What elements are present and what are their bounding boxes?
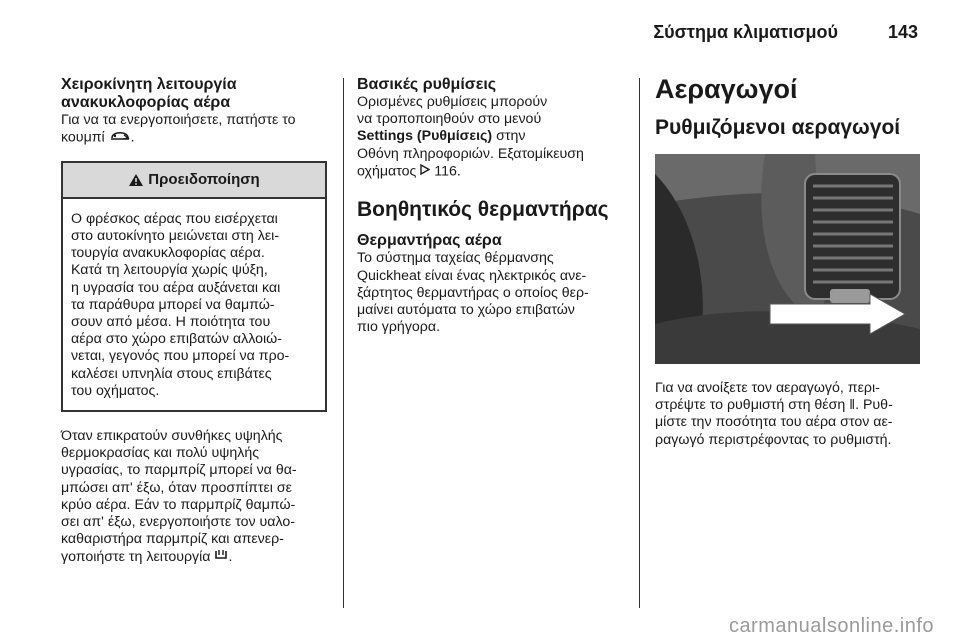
column-divider (343, 78, 344, 608)
page-reference-icon (420, 163, 430, 180)
warning-header (63, 163, 325, 199)
recirculation-heading: Χειροκίνητη λειτουργία ανακυκλοφορίας αέρα (61, 76, 237, 111)
air-heater-heading: Θερμαντήρας αέρα (357, 232, 502, 250)
recirculation-icon (109, 129, 131, 146)
basic-settings-text: Ορισμένες ρυθμίσεις μπορούν να τροποποιηθούν στο μενού Settings (Ρυθμίσεις) στην Οθόνη πληροφοριών. Εξατομίκευση οχήματος 116. (357, 94, 584, 180)
page-number: 143 (887, 22, 918, 42)
recirculation-mode-icon (214, 548, 228, 566)
header-title: Σύστημα κλιματισμού (653, 22, 838, 42)
humidity-paragraph: Όταν επικρατούν συνθήκες υψηλής θερμοκρασίας και πολύ υψηλής υγρασίας, το παρμπρίζ μπορεί να θα- μπώσει απ' έξω, όταν προσπίπτει σε κρύο αέρα. Εάν το παρμπρίζ θαμπώ- σει απ' έξω, ενεργοποιήστε τον υαλο- καθαριστήρα παρμπρίζ και απενερ- γοποιήστε τη λειτουργία . (61, 428, 297, 566)
auxiliary-heater-heading: Βοηθητικός θερμαντήρας (357, 198, 609, 222)
warning-title: Προειδοποίηση (148, 171, 260, 189)
recirculation-intro: Για να τα ενεργοποιήσετε, πατήστε το κουμπί . (61, 112, 296, 146)
air-vents-text: Για να ανοίξετε τον αεραγωγό, περι- στρέψτε το ρυθμιστή στη θέση ǁ. Ρυθ- μίστε την ποσότητα του αέρα στον αε- ραγωγό περιστρέφοντας το ρυθμιστή. (655, 380, 893, 448)
page-header (0, 14, 960, 48)
warning-text: Ο φρέσκος αέρας που εισέρχεται στο αυτοκίνητο μειώνεται στη λει- τουργία ανακυκλοφορίας αέρα. Κατά τη λειτουργία χωρίς ψύξη, η υγρασία του αέρα αυξάνεται και τα παράθυρα μπορεί να θαμπώ- σουν από μέσα. Η ποιότητα του αέρα στο χώρο επιβατών αλλοιώ- νεται, γεγονός που μπορεί να προ- καλέσει υπνηλία στους επιβάτες του οχήματος. (71, 210, 290, 399)
watermark: carmanualsonline.info (728, 615, 934, 637)
adjustable-vents-heading: Ρυθμιζόμενοι αεραγωγοί (655, 116, 901, 139)
column-air-vents (655, 76, 925, 449)
air-vent-photo (655, 154, 920, 364)
settings-menu-label: Settings (Ρυθμίσεις) (357, 128, 493, 145)
column-divider (639, 78, 640, 608)
basic-settings-heading: Βασικές ρυθμίσεις (357, 76, 497, 93)
warning-triangle-icon (128, 173, 144, 187)
warning-box (61, 161, 327, 412)
column-basic-settings (357, 76, 627, 336)
air-heater-text: Το σύστημα ταχείας θέρμανσης Quickheat είναι ένας ηλεκτρικός ανε- ξάρτητος θερμαντήρας ο οποίος θερ- μαίνει αυτόματα το χώρο επιβατών πιο γρήγορα. (357, 250, 589, 336)
air-vents-title: Αεραγωγοί (655, 74, 798, 104)
column-recirculation (61, 76, 329, 567)
